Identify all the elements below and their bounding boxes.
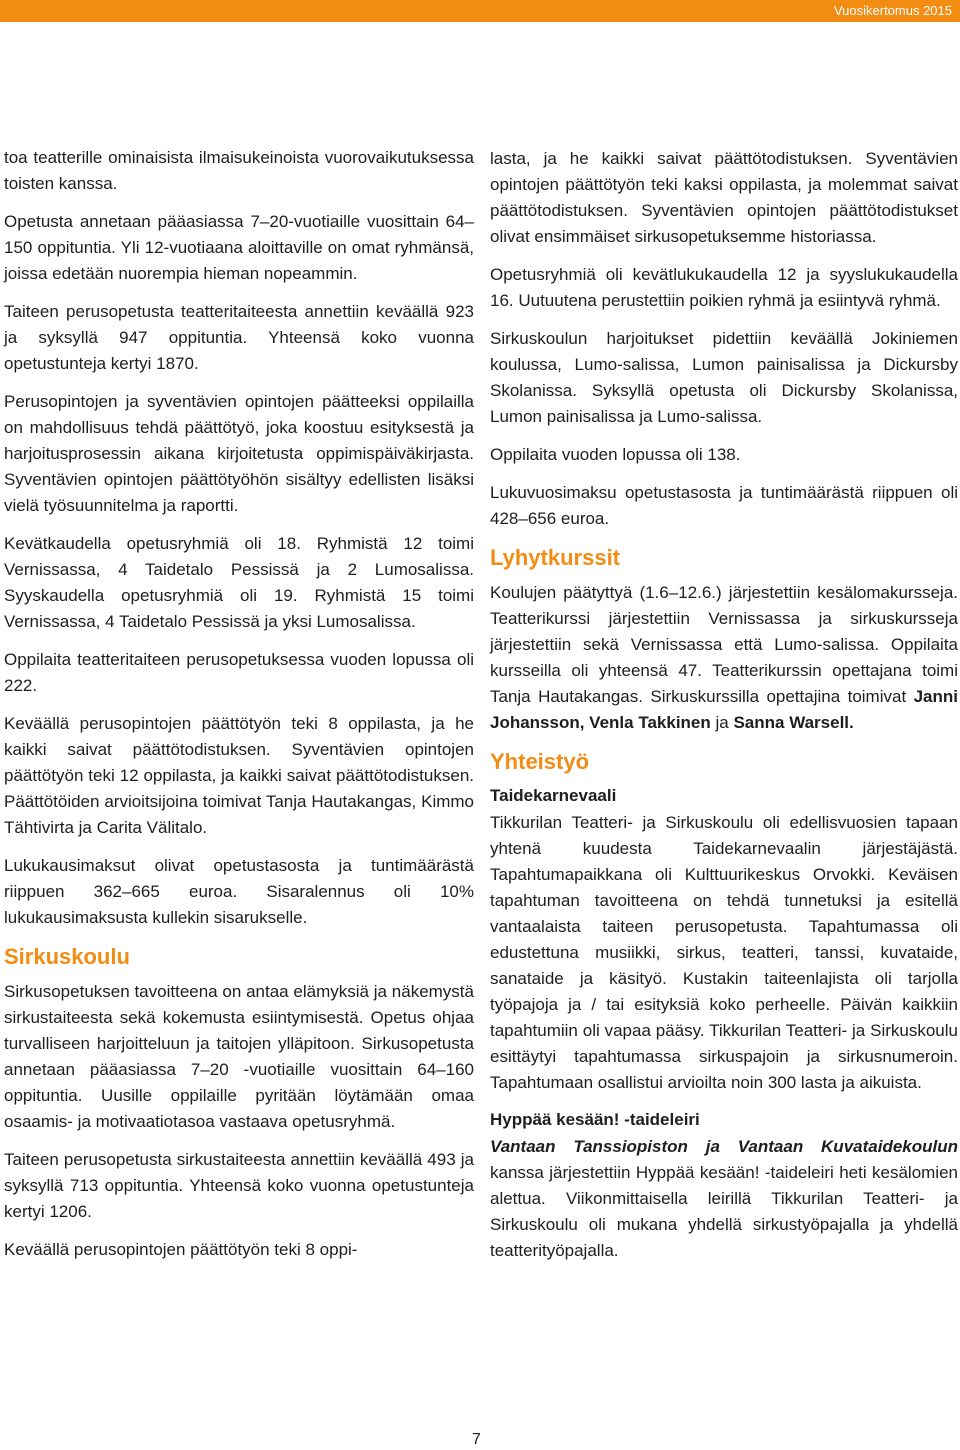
paragraph: Oppilaita teatteritaiteen perusopetuksessa vuoden lopussa oli 222. xyxy=(4,650,474,695)
subheading-hyppaa-kesaan: Hyppää kesään! -taideleiri xyxy=(490,1110,700,1129)
paragraph: lasta, ja he kaikki saivat päättötodistuksen. Syventävien opintojen päättötyön teki kaksi oppilasta, ja molemmat saivat päättötodistuksen. Syventävien opintojen päättötodistukset olivat ensimmäiset sirkusopetuksemme historiassa. xyxy=(490,149,958,246)
right-column xyxy=(490,146,958,1276)
teacher-names: Janni Johansson, Venla Takkinen xyxy=(490,687,958,732)
paragraph-taideleiri xyxy=(490,1134,958,1264)
section-heading-sirkuskoulu: Sirkuskoulu xyxy=(4,944,130,969)
paragraph: Sirkusopetuksen tavoitteena on antaa elämyksiä ja näkemystä sirkustaiteesta sekä kokemusta esiintymisestä. Opetus ohjaa turvalliseen harjoitteluun ja taitojen ylläpitoon. Sirkusopetusta annetaan pääasiassa 7–20 -vuotiaille vuosittain 64–160 oppituntia. Uusille oppilaille pyritään löytämään omaa osaamis- ja motivaatiotasoa vastaava opetusryhmä. xyxy=(4,982,474,1131)
paragraph: Tikkurilan Teatteri- ja Sirkuskoulu oli edellisvuosien tapaan yhtenä kuudesta Taidekarnevaalin järjestäjästä. Tapahtumapaikkana oli Kulttuurikeskus Orvokki. Keväisen tapahtuman tavoitteena on tehdä tunnetuksi ja esitellä vantaalaista taiteen perusopetusta. Tapahtumassa oli edustettuna musiikki, sirkus, teatteri, tanssi, kuvataide, sanataide ja käsityö. Kustakin taiteenlajista oli tarjolla työpajoja ja / tai esityksiä koko perheelle. Päivän kaikkiin tapahtumiin oli vapaa pääsy. Tikkurilan Teatteri- ja Sirkuskoulu esittäytyi tapahtumassa sirkuspajoin ja sirkusnumeroin. Tapahtumaan osallistui arvioilta noin 300 lasta ja aikuista. xyxy=(490,813,958,1092)
left-column xyxy=(4,145,474,1275)
paragraph: Taiteen perusopetusta sirkustaiteesta annettiin keväällä 493 ja syksyllä 713 oppituntia. Yhteensä koko vuonna opetustunteja kertyi 1206. xyxy=(4,1150,474,1221)
paragraph: Opetusta annetaan pääasiassa 7–20-vuotiaille vuosittain 64–150 oppituntia. Yli 12-vuotiaana aloittaville on omat ryhmänsä, joissa edetään nuorempia hieman nopeammin. xyxy=(4,212,474,283)
text-run: kanssa järjestettiin Hyppää kesään! -taideleiri heti kesälomien alettua. Viikonmittaisella leirillä Tikkurilan Teatteri- ja Sirkuskoulu oli mukana yhdellä sirkustyöpajalla ja yhdellä teatterityöpajalla. xyxy=(490,1163,958,1260)
header-bar xyxy=(0,0,960,22)
text-run: ja xyxy=(710,713,734,732)
paragraph: Opetusryhmiä oli kevätlukukaudella 12 ja syyslukukaudella 16. Uutuutena perustettiin poikien ryhmä ja esiintyvä ryhmä. xyxy=(490,265,958,310)
report-title: Vuosikertomus 2015 xyxy=(833,3,952,18)
partner-schools: Vantaan Tanssiopiston ja Vantaan Kuvataidekoulun xyxy=(490,1137,958,1156)
paragraph: Sirkuskoulun harjoitukset pidettiin keväällä Jokiniemen koulussa, Lumo-salissa, Lumon painisalissa ja Dickursby Skolanissa. Syksyllä opetusta oli Dickursby Skolanissa, Lumon painisalissa ja Lumo-salissa. xyxy=(490,329,958,426)
section-heading-yhteistyo: Yhteistyö xyxy=(490,749,590,774)
teacher-name: Sanna Warsell. xyxy=(733,713,854,732)
text-run: Koulujen päätyttyä (1.6–12.6.) järjestettiin kesälomakursseja. Teatterikurssi järjestettiin Vernissassa ja sirkuskursseja järjestettiin sekä Vernissassa että Lumo-salissa. Oppilaita kursseilla oli yhteensä 47. Teatterikurssin opettajana toimi Tanja Hautakangas. Sirkuskurssilla opettajina toimivat xyxy=(490,583,958,706)
subheading-taidekarnevaali: Taidekarnevaali xyxy=(490,786,617,805)
section-heading-lyhytkurssit: Lyhytkurssit xyxy=(490,545,621,570)
paragraph: Perusopintojen ja syventävien opintojen päätteeksi oppilailla on mahdollisuus tehdä päättötyö, joka koostuu esityksestä ja harjoitusprosessin aikana kirjoitetusta oppimispäiväkirjasta. Syventävien opintojen päättötyöhön sisältyy edellisten lisäksi vielä työsuunnitelma ja raportti. xyxy=(4,392,474,515)
paragraph: Lukukausimaksut olivat opetustasosta ja tuntimäärästä riippuen 362–665 euroa. Sisaralennus oli 10% lukukausimaksusta kullekin sisarukselle. xyxy=(4,856,474,927)
paragraph: Keväällä perusopintojen päättötyön teki 8 oppi- xyxy=(4,1240,358,1259)
paragraph: Lukuvuosimaksu opetustasosta ja tuntimäärästä riippuen oli 428–656 euroa. xyxy=(490,483,958,528)
paragraph: Keväällä perusopintojen päättötyön teki 8 oppilasta, ja he kaikki saivat päättötodistuksen. Syventävien opintojen päättötyön teki 12 oppilasta, ja kaikki saivat päättötodistuksen. Päättötöiden arvioitsijoina toimivat Tanja Hautakangas, Kimmo Tähtivirta ja Carita Välitalo. xyxy=(4,714,474,837)
paragraph: Kevätkaudella opetusryhmiä oli 18. Ryhmistä 12 toimi Vernissassa, 4 Taidetalo Pessissä ja 2 Lumosalissa. Syyskaudella opetusryhmiä oli 19. Ryhmistä 15 toimi Vernissassa, 4 Taidetalo Pessissä ja yksi Lumosalissa. xyxy=(4,534,474,631)
page-number: 7 xyxy=(472,1431,481,1448)
paragraph: Taiteen perusopetusta teatteritaiteesta annettiin keväällä 923 ja syksyllä 947 oppituntia. Yhteensä koko vuonna opetustunteja kertyi 1870. xyxy=(4,302,474,373)
paragraph: Oppilaita vuoden lopussa oli 138. xyxy=(490,445,741,464)
paragraph: toa teatterille ominaisista ilmaisukeinoista vuorovaikutuksessa toisten kanssa. xyxy=(4,148,474,193)
paragraph-lyhytkurssit xyxy=(490,580,958,736)
